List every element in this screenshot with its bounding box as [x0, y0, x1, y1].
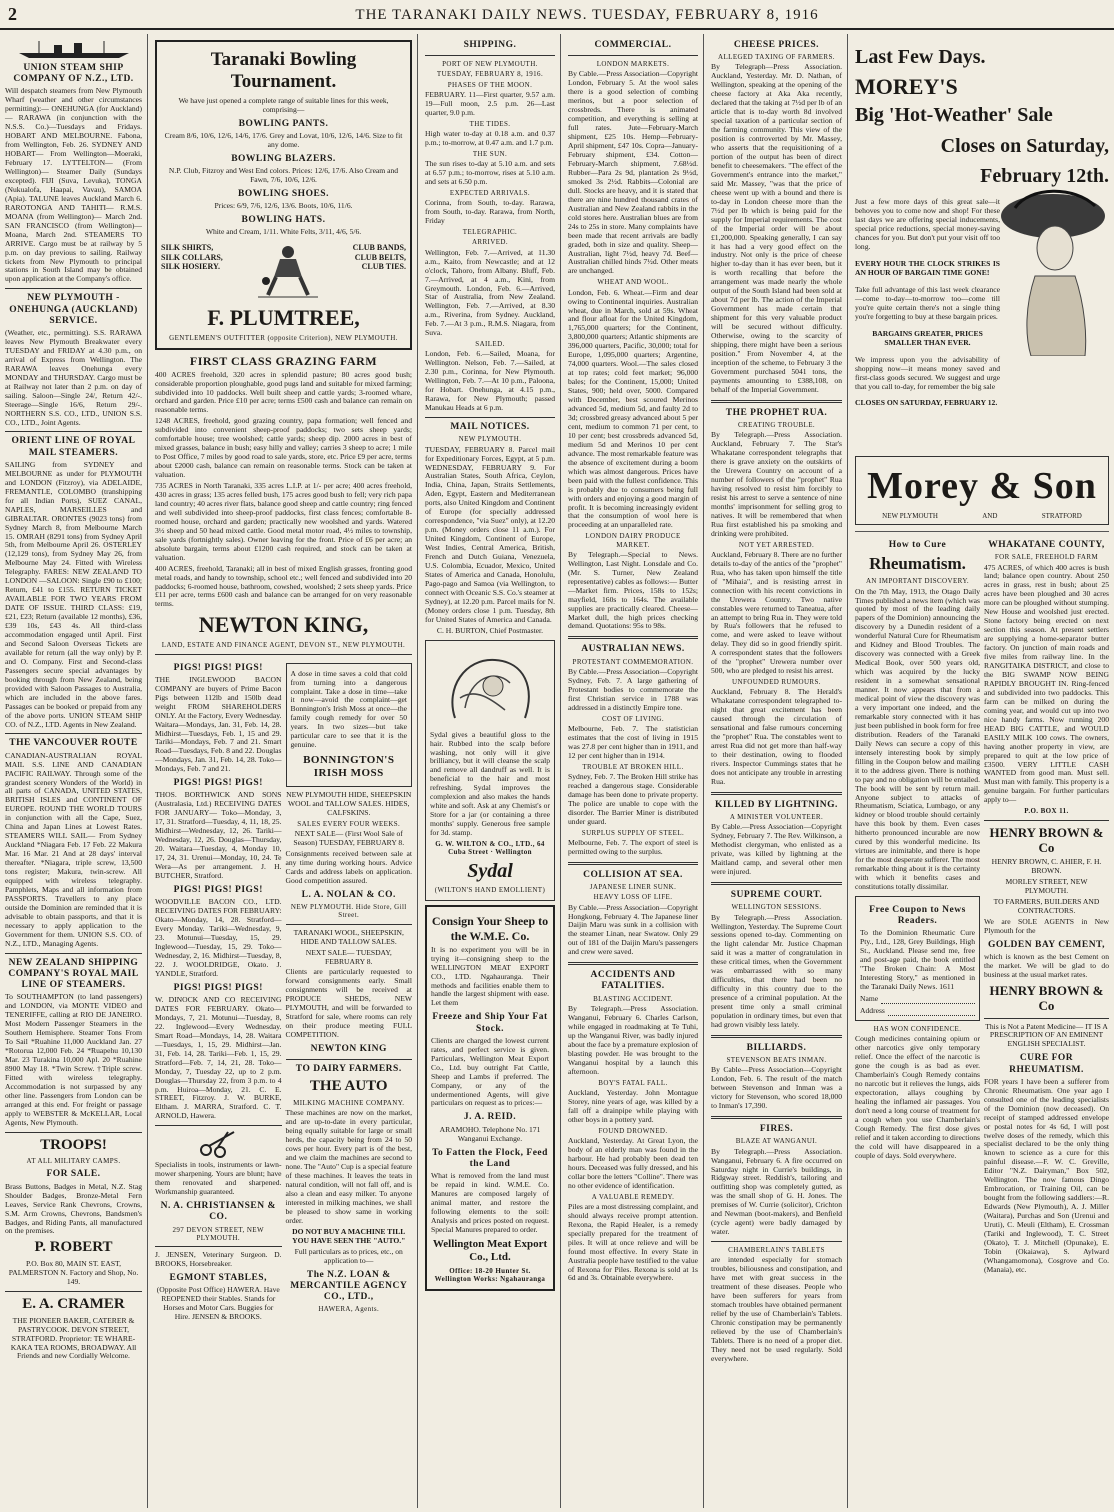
chamberlain-heading: CHAMBERLAIN'S TABLETS — [728, 1246, 825, 1255]
coupon-body: To the Dominion Rheumatic Cure Pty., Ltd., 128, Grey Buildings, High St., Auckland. Please send me, free and post-age paid, the book entitled "The Broken Chain: A Most Interesting Story," as mentioned in the Taranaki Daily News. 1611 — [860, 928, 975, 992]
troops-heading: TROOPS! — [40, 1136, 107, 1153]
sydal-agent: G. W. WILTON & CO., LTD., 64 Cuba Street · Wellington — [435, 840, 545, 857]
rheumatism-article — [855, 536, 980, 1277]
morey-para-4: BARGAINS GREATER, PRICES SMALLER THAN EVER. — [872, 328, 983, 347]
boy-heading: BOY'S FATAL FALL. — [598, 1078, 668, 1087]
sailed-body: London, Feb. 6.—Sailed, Moana, for Wellington. Nelson, Feb. 7.—Sailed, at 2.30 p.m., Corinna, for New Plymouth. Wellington, Feb. 7.—At 10 p.m., Paloona, for Hobart. Onehunga, at 4.15 p.m., Rarawa, for New Plymouth; passed Manukau Heads at 6 p.m. — [425, 349, 555, 413]
morey-para-1: Just a few more days of this great sale—it behoves you to come now and shop! For these last days we are offering special inducements, special price reductions, special money-saving chances for you. But don't put your visit off too long. — [855, 197, 1000, 252]
arrest-heading: NOT YET ARRESTED. — [738, 540, 815, 549]
sydal-name: Sydal — [467, 859, 513, 882]
reid-name: J. A. REID. — [463, 1112, 517, 1123]
volunteer-heading: A MINISTER VOLUNTEER. — [729, 813, 824, 822]
pigs-heading: PIGS! PIGS! PIGS! — [173, 885, 263, 896]
newton-sub: LAND, ESTATE AND FINANCE AGENT, DEVON ST., NEW PLYMOUTH. — [161, 641, 406, 650]
london-body: By Cable.—Press Association—Copyright London, February 5. At the wool sales there is a good selection of combing merinos, but a poor selection of crossbreds. There is animated competition, and everything is selling at full rates. Jute—February-March shipment, £25 10s. Hemp—February-April shipment, £47 10s. Copra—January-February shipment, £34. Cotton—February-March shipment, 7.68½d. Rubber—Para 2s 9d, plantation 2s 9½d, smoked 3s 2½d. Rabbits—Colonial are dull. Stocks are heavy, and it is stated that there are nine hundred thousand crates of Australian and New Zealand rabbits in the cold stores here. Australian blues are from 24s to 25s in store. Many complaints have been made that recent arrivals are badly graded, both in size and quality. Sheep—Australian, light 7½d, heavy 7d. Beef—Australian chilled hinds 7½d. Other meats are unchanged. — [568, 69, 698, 276]
farm-and-agents-ads — [984, 536, 1109, 1277]
cure-heading: CURE FOR RHEUMATISM. — [1009, 1053, 1084, 1075]
boy-body: Auckland, Yesterday. John Montague Storey, nine years of age, was killed by a fall off a drainpipe while playing with other boys in a pottery yard. — [568, 1087, 698, 1124]
remedy-heading: A VALUABLE REMEDY. — [591, 1192, 675, 1201]
henry-brown-partners: HENRY BROWN, C. AHIER, F. H. BROWN. — [991, 857, 1102, 876]
newton-name: NEWTON KING, — [198, 612, 369, 638]
volunteer-body: By Cable.—Press Association—Copyright Sydney, February 7. The Rev. Wilkinson, a Methodist clergyman, who enlisted as a private, was killed by lightning at the Maitland camp, and several other men were injured. — [711, 822, 842, 877]
forsale-body: Brass Buttons, Badges in Metal, N.Z. Stag Shoulder Badges, Bronze-Metal Fern Leaves, Service Rank Chevrons, Crowns, S.M. Arm Crowns, Chevrons, Bandsmen's Badges, and Riding Pants, all manufactured on the premises. — [5, 1181, 142, 1236]
rua-sub: CREATING TROUBLE. — [737, 420, 816, 429]
onehunga-heading: NEW PLYMOUTH - ONEHUNGA (AUCKLAND) SERVICE. — [9, 293, 138, 326]
shoes-text: Prices: 6/9, 7/6, 12/6, 13/6. Boots, 10/6, 11/6. — [214, 201, 353, 211]
drown-heading: FOUND DROWNED. — [598, 1126, 668, 1135]
pants-heading: BOWLING PANTS. — [238, 118, 329, 129]
christiansen-addr: 297 DEVON STREET, NEW PLYMOUTH. — [172, 1225, 264, 1242]
collision-heading: COLLISION AT SEA. — [583, 869, 683, 880]
cure-body: FOR years I have been a sufferer from Chronic Rheumatism. One year ago I consulted one of the leading specialists of the Dominion (now deceased). On receipt of stamped addressed envelope or postal notes for 4s 6d, I will post twelve doses of the remedy, which this specialist declared to be the only thing known to science as a cure for this painful disease.—F. W. C. Greville, Editor "N.Z. Dairyman," Box 502, Wellington. The now famous Dingo Embrocation, or Training Oil, can be bought from the following saddlers:—R. Edwards (New Plymouth), A. J. Miller (Waitara), Purchas and Son (Urenui and Uruti), C. Meuli (Eltham), E. Crossman (Tariki and Inglewood), T. C. Street (Okato), T. J. Mitchell (Opunake), E. Tobin (Okaiawa), S. Aylward (Whangamomona), Cosgrove and Co. (Manaia), etc. — [984, 1076, 1109, 1274]
christiansen-name: N. A. CHRISTIANSEN & CO. — [160, 1201, 276, 1223]
golden-bay-body: which is known as the best Cement on the market. We will be glad to do business at the usual market rates. — [984, 952, 1109, 979]
morey-line-2: MOREY'S — [855, 73, 958, 99]
auto-sub: MILKING MACHINE COMPANY. — [293, 1099, 405, 1108]
morey-sale-advert — [855, 36, 1109, 456]
steel-body: Melbourne, Feb. 7. The export of steel is permitted owing to the surplus. — [568, 837, 698, 856]
london-heading: LONDON MARKETS. — [596, 60, 670, 69]
cheese-body: By Telegraph—Press Association. Auckland, Yesterday. Mr. D. Nathan, of Wellington, speaking at the opening of the cheese factory at Aka Aka recently, declared that the taking at 7½d per lb of an article that is to-day worth 8d involved special taxation of a particular section of the farming community. This view of the position is controverted by Mr. Massey, who asserts that the requisitioning of a portion of the output has been of direct benefit to cheesemakers. "The effect of the Government's entrance into the market," said Mr. Massey, "was that the price of cheese went up with a bound and there is to-day in London cheese more than the 7½d per lb which is being paid for the supply for Imperial requirements. The cost of the Imperial order will be about £1,200,000. Speaking generally, I can say it has had a very good effect on the industry. Not only is the price of cheese higher to-day than it has ever been, but it is worth recalling that before the arrangement was made nearly the whole output of the South Island had been sold at about 7d per lb. The action of the Imperial Government has made certain that shipment for this very valuable product will be secured without difficulty. Otherwise, owing to the scarcity of shipping, there might have been a serious position." From November 4, at the inception of the scheme, to February 3 the Government purchased 5041 tons, the payments amounting to £388,108, on behalf of the Imperial Government. — [711, 62, 842, 394]
whakatane-heading: WHAKATANE COUNTY, — [988, 540, 1105, 551]
steamship-icon — [14, 39, 134, 59]
bonnington-body: A dose in time saves a cold that cold from turning into a dangerous complaint. Take a dose in time—take it now—avoid the complaint—get Bonnington's Irish Moss at once—the family cough remedy for over 50 years. In two sizes—but take particular care to see that it is the genuine. — [290, 668, 407, 750]
arrivals-body: Corinna, from South, to-day. Rarawa, from South, to-day. Rarawa, from North, Friday — [425, 198, 555, 226]
protestant-body: By Cable.—Press Association—Copyright Sydney, Feb. 7. A large gathering of Protestant bodies to commemorate the first Christian service in 1788 was addressed in a distinctly Empire tone. — [568, 666, 698, 712]
right-list-item: CLUB TIES. — [361, 262, 406, 272]
morey-line-1: Last Few Days. — [855, 46, 986, 68]
henry-brown-agents: We are SOLE AGENTS in New Plymouth for the — [984, 916, 1109, 935]
rua-heading: THE PROPHET RUA. — [725, 407, 828, 418]
masthead — [0, 0, 1114, 30]
coupon-box — [855, 896, 980, 1021]
commercial-heading: COMMERCIAL. — [594, 40, 672, 50]
hats-text: White and Cream, 1/11. White Felts, 3/11, 4/6, 5/6. — [205, 227, 362, 237]
mail-sub: NEW PLYMOUTH. — [458, 435, 522, 444]
morey-para-2: EVERY HOUR THE CLOCK STRIKES IS AN HOUR OF BARGAIN TIME GONE! — [855, 259, 1000, 277]
nolan-name: L. A. NOLAN & CO. — [301, 889, 396, 900]
confidence-body: Cough medicines containing opium or other narcotics give only temporary relief. Once the effect of the narcotic is gone the cough is as bad as ever. Chamberlain's Cough Remedy contains no narcotic but it relieves the lungs, aids expectoration, allays coughing by healing the inflamed air passages. You don't need a long course of treatment for a cough when you use Chamberlain's Cough Remedy. The first dose gives relief and it taken according to directions the cold will have disappeared in a couple of days. Sold everywhere. — [855, 1034, 980, 1160]
left-list-item: SILK HOSIERY. — [161, 262, 221, 272]
cramer-body: THE PIONEER BAKER, CATERER & PASTRYCOOK. DEVON STREET, STRATFORD. Proprietor: TE WHARE-KAKA TEA ROOMS, BROADWAY. All Friends and new Cordially Welcome. — [10, 1315, 137, 1361]
column-trade-ads — [150, 34, 418, 1508]
bowling-intro: We have just opened a complete range of suitable lines for this week, comprising— — [178, 95, 389, 114]
column-shipping-ads — [0, 34, 148, 1508]
morey-para-5: We impress upon you the advisability of shopping now—it means money saved and first-class goods secured. We suggest and urge that you call to-day, for remember the big sale — [855, 354, 1000, 391]
tides-body: High water to-day at 0.18 a.m. and 0.37 p.m.; to-morrow, at 0.47 a.m. and 1.7 p.m. — [425, 129, 555, 148]
steel-heading: SURPLUS SUPPLY OF STEEL. — [581, 828, 685, 837]
column-news — [706, 34, 848, 1508]
mail-sign: C. H. BURTON, Chief Postmaster. — [436, 625, 544, 635]
wme-addr: Office: 18-20 Hunter St. Wellington Works: Ngahauranga — [434, 1266, 546, 1283]
left-list-item: SILK SHIRTS, — [161, 243, 214, 253]
nolan-intro: NEW PLYMOUTH HIDE, SHEEPSKIN WOOL and TALLOW SALES. HIDES, CALFSKINS. — [286, 790, 412, 818]
drown-body: Auckland, Yesterday. At Great Lyon, the body of an elderly man was found in the harbour. He had probably been dead ten hours. Deceased was fully dressed, and his collar bore the letters "Colline". There was no other evidence of identification. — [568, 1135, 698, 1190]
morey-para-6: CLOSES ON SATURDAY, FEBRUARY 12. — [855, 398, 998, 408]
robert-name: P. ROBERT — [34, 1239, 113, 1256]
lady-with-hat-illustration-icon — [995, 186, 1105, 356]
tides-heading: THE TIDES. — [469, 119, 511, 128]
sun-body: The sun rises to-day at 5.10 a.m. and sets at 6.57 p.m.; to-morrow, rises at 5.10 a.m. and sets at 6.50 p.m. — [425, 159, 555, 187]
auto-warning: DO NOT BUY A MACHINE TILL YOU HAVE SEEN THE "AUTO." — [292, 1226, 406, 1245]
fires-heading: FIRES. — [759, 1124, 794, 1135]
sydal-body: Sydal gives a beautiful gloss to the hair. Rubbed into the scalp before washing, not only will it give brilliancy, but it will cleanse the scalp and remove all dandruff as well. It is beneficial to the hair and most refreshing. Sydal improves the complexion and also makes the hands white and soft. Ask at any Chemist's or Store for a jar (or containing a three months' supply. Generous free sample for 3d. stamp. — [430, 729, 550, 838]
sydal-tag: (WILTON'S HAND EMOLLIENT) — [434, 886, 546, 895]
wme-name: Wellington Meat Export Co., Ltd. — [432, 1237, 548, 1263]
moon-heading: PHASES OF THE MOON. — [447, 80, 533, 89]
consign-heading: Consign Your Sheep to the W.M.E. Co. — [431, 914, 549, 943]
right-list-item: CLUB BELTS, — [354, 252, 406, 262]
wheat-body: London, Feb. 6. Wheat.—Firm and dear owing to Continental inquiries. Australian wheat, due in March, sold at 59s. Wheat and flour afloat for the United Kingdom, 1,765,000 quarters; for the Continent, 3,800,000 quarters; Atlantic shipments are 396,000 quarters, Pacific, 30,000; total for Europe, 1,095,000 quarters; Argentine, 74,000 quarters. Wool.—The sales closed at top rates; cold feet market; 96,000 bales; for the Continent, 15,000; United States, 900; held over, 5000. Compared with December, best scoured Merinos advanced 5d, medium 5d, and faulty 2d to 3d; crossbred greasy advanced about 5 per cent, medium to common 71 per cent, to 10 per cent; best crossbreds advanced 5d, medium 5d and Merinos 10 per cent advance. The most remarkable feature was the absence of excitement during a boom which was almost dangerous. Prices have been paid with the fullest confidence. This is probably due to consumers being full with orders and enjoying a good margin of profit. It is becoming increasingly evident that the consumption of wool here is proceeding at an unparalleled rate. — [568, 287, 698, 530]
japan-body: By Cable.—Press Association—Copyright Hongkong, February 4. The Japanese liner Daijin Maru was sunk in a collision with the steamer Linan, near Swatow. Only 29 out of 181 of the Daijin Maru's passengers and crew were saved. — [568, 902, 698, 957]
robert-body: P.O. Box 80, MAIN ST. EAST, PALMERSTON N. Factory and Shop, No. 149. — [8, 1259, 139, 1286]
nolan-frequency: SALES EVERY FOUR WEEKS. — [297, 819, 401, 828]
rumours-body: Auckland, February 8. The Herald's Whakatane correspondent telegraphed to-night that great excitement has been caused through the circulation of sensational and false rumours concerning the "prophet" Rua. The constables went to arrest Rua did not get more than half-way to their destination, owing to flooded rivers. Inspector Cummings states that he does not anticipate any trouble in arresting Rua. — [711, 687, 842, 786]
living-heading: COST OF LIVING. — [601, 714, 665, 723]
left-ads — [155, 659, 282, 1324]
column-shipping-news — [420, 34, 561, 1508]
reid-addr: ARAMOHO. Telephone No. 171 Wanganui Exchange. — [439, 1124, 541, 1143]
shipping-heading: SHIPPING. — [463, 40, 517, 50]
blast-body: By Telegraph.—Press Association. Wanganui, February 6. Charles Carlson, while engaged in roadmaking at Te Tuhi, up the Wanganui River, was badly injured about the face by a premature explosion of blasting powder. He was brought to the Wanganui hospital by a launch this afternoon. — [568, 1003, 698, 1076]
confidence-heading: HAS WON CONFIDENCE. — [873, 1024, 962, 1033]
dairy-heading: LONDON DAIRY PRODUCE MARKET. — [585, 532, 681, 549]
shoes-heading: BOWLING SHOES. — [238, 188, 329, 199]
telegraphic-heading: TELEGRAPHIC. — [462, 228, 518, 237]
forsale-heading: FOR SALE. — [46, 1169, 101, 1180]
whakatane-sub: FOR SALE, FREEHOLD FARM — [994, 553, 1099, 562]
golden-bay-cement: GOLDEN BAY CEMENT, — [987, 939, 1106, 950]
mail-body: TUESDAY, FEBRUARY 8. Parcel mail for Expeditionary Forces, Egypt, at 5 p.m. WEDNESDAY, FEBRUARY 9. For Australian States, South Africa, Ceylon, India, China, Japan, Straits Settlements, Aden, Egypt, Eastern and Mediterranean ports, also United Kingdom and Continent of Europe (for specially addressed correspondence, "via Suez" only), at 12.20 p.m. (Money orders close 11 a.m.). For United Kingdom, Continent of Europe, West Indies, Central America, British, French and Dutch Guiana, Venezuela, U.S. Colombia, Ecuador, Mexico, United States of America and Canada, Honolulu, Pago-pago and Samoa (via Wellington, to connect with Oceanic S.S. Co.'s steamer at Sydney), at 12.20 p.m. Parcel mails for N. (Money orders close 1 p.m. Tuesday, 8th for United States of America and Canada. — [425, 444, 555, 624]
court-heading: SUPREME COURT. — [730, 890, 823, 901]
union-body: Will despatch steamers from New Plymouth Wharf (weather and other circumstances permitting):— ONEHUNGA (for Auckland)— RARAWA (in conjunction with the N.S.S. Co.)—Tuesdays and Fridays. HOBART AND MELBOURNE. Fabona, from Wellington, Feb. 26. SYDNEY AND HOBART— From Wellington—Moeraki, February 17. LYTTELTON— (From Wellington)— Steamer Daily (Sundays excepted). FIJI (Suva, Levuka), TONGA (Nukualofa, Haapai, Vavau), SAMOA (Apia). TALUNE leaves Auckland March 6. RAROTONGA AND TAHITI— R.M.S. MOANA (from Wellington)— March 2nd. SAN FRANCISCO (from Wellington)— Moana, March 2nd. STEAMERS TO ARRIVE. Cargo must be at railway by 5 p.m. on day previous to sailing. Railway tickets from New Plymouth to principal stations in South Island may be obtained upon application at the Company's office. — [5, 86, 142, 284]
right-list-item: CLUB BANDS, — [352, 243, 406, 253]
egmont-heading: EGMONT STABLES, — [169, 1272, 267, 1283]
farm-listing: 400 ACRES, freehold, Taranaki; all in best of mixed English grasses, fronting good metal roads, and handy to township, school etc.; well fenced and subdivided into 20 paddocks; 6-roomed house, bathroom, cowshed, woolshed; 2 sets sheep yards. Price £11 per acre, terms £600 cash and balance can be arranged for on very reasonable terms. — [155, 563, 412, 609]
consign-body: It is no experiment you will be in trying it—consigning sheep to the WELLINGTON MEAT EXPORT CO., LTD. Ngahauranga. Their methods and facilities enable them to handle the largest shipment with ease. Let them — [431, 944, 549, 1008]
mail-heading: MAIL NOTICES. — [450, 422, 530, 433]
column-commercial — [563, 34, 704, 1508]
pigs-heading: PIGS! PIGS! PIGS! — [173, 662, 263, 673]
bowling-title: Taranaki Bowling Tournament. — [210, 49, 357, 93]
nzloan-addr: HAWERA, Agents. — [318, 1305, 380, 1314]
sydal-advert — [425, 640, 555, 902]
union-heading: UNION STEAM SHIP COMPANY OF N.Z., LTD. — [13, 63, 134, 85]
billiards-body: By Cable—Press Association—Copyright London, Feb. 6. The result of the match between Stevenson and Inman was a victory for Stevenson, who scored 18,000 to Inman's 17,390. — [711, 1065, 842, 1111]
morey-location-2: STRATFORD — [1041, 511, 1082, 520]
shaw-body: To SOUTHAMPTON (to land passengers) and LONDON, via MONTE VIDEO and TENERIFFE, calling at RIO DE JANEIRO. Most Modern Passenger Steamers in the Southern Hemisphere. Steamer Tons From To Sail *Ruahine 11,000 Auckland Jan. 27 *Rotorua 12,000 Feb. 24 *Ruapehu 10,130 Mar. 23 Turakina 10,000 Apl. 20 *Ruahine 8900 May 18. *Twin Screw. †Triple screw. Fitted with wireless telegraphy. Accommodation is not surpassed by any other line. Passengers from London can be arranged at this end. For freight or passage apply to WEBSTER & McKELLAR, Local Agents, New Plymouth. — [5, 992, 142, 1127]
taranaki-name: NEWTON KING — [310, 1044, 387, 1055]
sessions-body: By Telegraph.—Press Association. Wellington, Yesterday. The Supreme Court sessions opened to-day. Commenting on the light calendar Mr. Justice Chapman said it was a matter of congratulation in these critical times, when the Government was embarrassed with so many difficulties, that there had been no difficulty in this country due to the presence of a criminal population. At the present time only a small criminal population in ordinary times, but even that had grown visibly less lately. — [711, 912, 842, 1029]
whakatane-body: 475 ACRES, of which 400 acres is bush land; balance open country. About 250 acres in grass, rest in bush; about 25 acres have been ploughed and 30 acres more can be ploughed without stumping. New House and woolshed just erected. Stone factory being erected on next section this season. At present settlers are supplying a home-separator butter factory. On junction of main roads and five miles from railway line. In the RANGITAIKA DISTRICT, and close to the BIG SWAMP NOW BEING RAPIDLY BROUGHT IN. Ring-fenced and subdivided into two paddocks. This farm can be milked on during the coming year, and would cut up into two nice handy farms. Now running 200 HEAD BIG CATTLE, and WOULD EASILY MILK 100 cows. The owners, having another property in view, are prepared to quit at the low price of £3500. VERY LITTLE CASH WANTED from good man. Must sell. Must man with family. This property is a genuine bargain. For further particulars apply to— — [984, 562, 1109, 805]
lightning-heading: KILLED BY LIGHTNING. — [715, 799, 838, 810]
onehunga-body: (Weather, etc., permitting). S.S. RARAWA leaves New Plymouth Breakwater every TUESDAY and FRIDAY at 4.30 p.m., on arrival of Express from Wellington. The RARAWA leaves Onehunga every MONDAY and THURSDAY. Cargo must be at Railway not later than 2 p.m. on day of sailing. Saloon—Single 24/, Return 42/-. Steerage—Single 16/6, Return 29/-. NORTHERN S.S. CO., LTD., UNION S.S. CO., LTD., Joint Agents. — [5, 327, 142, 427]
rheumatism-title: Rheumatism. — [869, 554, 966, 574]
pigs-inglewood: THE INGLEWOOD BACON COMPANY are buyers of Prime Bacon Pigs between 112lb and 150lb dead weight FROM SHAREHOLDERS ONLY. At the Factory, Every Wednesday. Waitara—Mondays, Jan. 31, Feb. 14, 28. Midhirst—Tuesdays, Feb. 1, 15 and 29. Tariki—Mondays, Feb. 7 and 21. Smart Road—Tuesdays, Feb. 8 and 22. Douglas—Mondays, Jan. 31, Feb. 14, 28. Toko—Mondays, Feb. 7 and 21. — [155, 674, 282, 774]
left-list-item: SILK COLLARS, — [161, 252, 223, 262]
protestant-heading: PROTESTANT COMMEMORATION. — [572, 657, 694, 666]
bonnington-advert — [286, 663, 413, 788]
column-morey-ads — [850, 34, 1114, 1508]
rheumatism-heading: How to Cure — [888, 540, 947, 551]
cheese-heading: CHEESE PRICES. — [733, 40, 820, 50]
christiansen-body: Specialists in tools, instruments or lawn-mower sharpening. Yours are blunt; have them renovated and sharpened. Workmanship guaranteed. — [155, 1160, 282, 1197]
rumours-heading: UNFOUNDED RUMOURS. — [732, 678, 821, 687]
whakatane-box: P.O. BOX 11. — [1024, 807, 1069, 816]
billiards-sub: STEVENSON BEATS INMAN. — [726, 1056, 827, 1065]
rua-body: By Telegraph.—Press Association. Auckland, February 7. The Star's Whakatane correspondent telegraphs that there is grave anxiety on the outskirts of the Urewera Country on account of a number of followers of the "prophet" Rua having resolved to resist him forcibly to resist his arrest to serve a sentence of nine months' imprisonment for selling grog to natives. It will be remembered that when Rua first established his pa smoking and drinking were prohibited. — [711, 430, 842, 538]
wme-advert — [425, 905, 555, 1291]
farm-listing: 1248 ACRES, freehold, good grazing country, papa formation; well fenced and subdivided into convenient sheep-proof paddocks; two sets sheep yards; comfortable house; tree woolshed; cattle yards; sheep dip. 2000 acres in best of mixed grasses, balance in bush; easy hilly and valley; carries 3 sheep to acre; 1 mile to Post Office, 7 miles by good road to sale yards, store, etc. Price £9 per acre, terms about £2000 cash, balance can remain on reasonable terms. Stock can be taken at valuation. — [155, 416, 412, 480]
pigs-woodville: WOODVILLE BACON CO., LTD. RECEIVING DATES FOR FEBRUARY: Okato—Monday, 14, 28. Stratford—Every Monday. Tariki—Wednesday, 9, 23. Motunui—Tuesday, 15, 29. Inglewood—Tuesday, 15, 29. Toko—Wednesday, 2, 16. Midhirst—Tuesday, 8, 22. J. WOOLDRIDGE, Okato. J. YANDLE, Stratford. — [155, 897, 282, 978]
morey-location-1: NEW PLYMOUTH — [882, 511, 938, 520]
pigs-borthwick: THOS. BORTHWICK AND SONS (Australasia, Ltd.) RECEIVING DATES FOR JANUARY— Toko—Monday, 3, 17, 31. Stratford—Tuesday, 4, 11, 18, 25. Midhirst—Wednesday, 12, 26. Tariki—Wednesday, 12, 26. Douglas—Thursday, 20. Waitara—Tuesday, 4, Monday 10, 17, 24, 31. Urenui—Monday, 10, 24. Te Wera—As per arrangement. J. H. BUTCHER, Stratford. — [155, 790, 282, 881]
farm-heading: FIRST CLASS GRAZING FARM — [189, 354, 378, 369]
moon-body: FEBRUARY. 11—First quarter, 9.57 a.m. 19—Full moon, 2.5 p.m. 26—Last quarter, 9.0 p.m. — [425, 89, 555, 117]
henry-brown-name: HENRY BROWN & Co — [989, 824, 1104, 855]
morey-line-3: Big 'Hot-Weather' Sale — [855, 103, 1053, 126]
coupon-name-line[interactable] — [881, 995, 975, 1004]
arrivals-heading: EXPECTED ARRIVALS. — [449, 189, 531, 198]
nzloan-name: The N.Z. LOAN & MERCANTILE AGENCY CO., LTD., — [290, 1269, 408, 1303]
arrived-heading: ARRIVED. — [471, 238, 509, 247]
fatten-body: What is removed from the land must be repaid in kind. W.M.E. Co. Manures are composed largely of animal matter, and restore the following elements to the soil: Analysis and prices posted on request. Special Manures prepared to order. — [431, 1170, 549, 1234]
blazers-text: N.P. Club, Fitzroy and West End colors. Prices: 12/6, 17/6. Also Cream and Fawn, 7/6, 10/6, 12/6. — [168, 166, 399, 184]
orient-body: SAILING from SYDNEY and MELBOURNE as under for PLYMOUTH and LONDON (Fitzroy), via ADELAIDE, FREMANTLE, COLOMBO (transhipping for all Indian Ports), SUEZ CANAL, NAPLES, MARSEILLES and GIBRALTAR. ORONTES (9023 tons) from Sydney March 8, from Melbourne March 15. OMRAH (8291 tons) from Sydney April 5th, from Melbourne April 26. OSTERLEY (12,129 tons), from Sydney May 26, from Melbourne May 24. Fitted with Wireless Telegraphy. FARES: NEW ZEALAND TO LONDON —SALOON: Single £90 to £100; Return, £41 to £155. RETURN TICKET AVAILABLE FOR TWO YEARS FROM DATE OF ISSUE. THIRD CLASS: £19, £21, £23; Return (available 12 months), £36, £39 10s, £43 4s. All third-class accommodation engaged until April. First and Second Saloon Overseas Tickets are available for return (all the way only) by P. and O. Company. First and Second-class Passengers secure special advantages by booking through from New Zealand, being provided with Saloon Passages to Australia, which are included in the above fares. Passages can be booked or prepaid from any of the above ports. UNION STEAM SHIP CO. of N.Z., LTD. Agents in New Zealand. — [5, 459, 142, 729]
coupon-heading: Free Coupon to News Readers. — [869, 904, 966, 927]
bonnington-name: BONNINGTON'S IRISH MOSS — [303, 754, 395, 780]
bowler-illustration-icon — [258, 243, 318, 299]
nolan-next-sale: NEXT SALE— (First Wool Sale of Season) TUESDAY, FEBRUARY 8. — [293, 829, 405, 848]
pigs-dinock: W. DINOCK AND CO RECEIVING DATES FOR FEBRUARY. Okato—Mondays, 7, 21. Motunui—Tuesday, 8, 22. Inglewood—Every Wednesday. Smart Road—Mondays, 14, 28. Waitara—Tuesdays, 1, 15, 29. Midhirst—Jan. 31, Feb. 14, 28. Tariki—Feb. 1, 15, 29. Stratford—Feb. 7, 14, 21, 28. Toko—Monday, 7, Tuesday 22, up to 2 p.m. Douglas—Thursday 22, from 3 p.m. to 4 p.m. Huiroa—Monday, 21. C. E. STREET, Fitzroy. J. W. BURKE, Eltham. J. MARRA, Stratford. C. T. ARNOLD, Hawera. — [155, 995, 282, 1121]
wheat-heading: WHEAT AND WOOL. — [597, 278, 669, 287]
coupon-address-label: Address — [860, 1006, 885, 1016]
morey-line-5: February 12th. — [980, 164, 1109, 187]
frozen-heading: Freeze and Ship Your Fat Stock. — [432, 1012, 548, 1034]
port-date: TUESDAY, FEBRUARY 8, 1916. — [436, 70, 544, 79]
henry-brown-name-2: HENRY BROWN & Co — [989, 982, 1104, 1014]
pigs-heading: PIGS! PIGS! PIGS! — [173, 778, 263, 789]
plumtree-name: F. PLUMTREE, — [207, 305, 360, 331]
broken-body: Sydney, Feb. 7. The Broken Hill strike has reached a dangerous stage. Considerable damage has been done to private property. The police are unable to cope with the disorder. The Barrier Miner is distributed under guard. — [568, 771, 698, 826]
cure-intro: This is Not a Patent Medicine— IT IS A PRESCRIPTION OF AN EMINENT ENGLISH SPECIALIST. — [985, 1021, 1108, 1049]
lower-ads — [155, 659, 412, 1324]
taranaki-next-sale: NEXT SALE— TUESDAY, FEBRUARY 8. — [305, 947, 392, 966]
pants-text: Cream 8/6, 10/6, 12/6, 14/6, 17/6. Grey and Lovat, 10/6, 12/6, 14/6. Size to fit any dome. — [164, 130, 403, 149]
farm-listing: 735 ACRES in North Taranaki, 335 acres L.I.P. at 1/- per acre; 400 acres freehold, 430 acres in grass; 135 acres felled bush, 175 acres good bush to fell; very rich papa land country; 40 acres river flats, balance good sheep and cattle country; ring fenced and well subdivided into sheep-proof paddocks, first class fences; comfortable 8-roomed house, orchard and garden; practically new woolshed and yards. Watered 3½ sheep and 50 head mixed cattle. Good metal motor road, 4½ miles to township, sale yards (fortnightly sales). Owner leaving for the front. Price of £6 per acre; an absolute bargain, terms about £1200 cash required, and stock can be taken at valuation. — [155, 481, 412, 562]
living-body: Melbourne, Feb. 7. The statistician estimates that the cost of living in 1915 was 27.8 per cent higher than in 1911, and 12 per cent higher than in 1914. — [568, 723, 698, 760]
taranaki-body: Clients are particularly requested to forward consignments early. Small consignments will be received at PRODUCE SHEDS, NEW PLYMOUTH, and will be forwarded to Stratford for sale, where rooms can rely on their produce meeting FULL COMPETITION. — [285, 967, 412, 1040]
coupon-address-line[interactable] — [888, 1007, 975, 1016]
sun-heading: THE SUN. — [472, 149, 508, 158]
newspaper-title: THE TARANAKI DAILY NEWS. TUESDAY, FEBRUARY 8, 1916 — [355, 7, 819, 24]
auto-body: These machines are now on the market, and are up-to-date in every particular, being equally suitable for large or small herds, the capacity being from 24 to 50 cows per hour. Every part is of the best, and we claim the machines are second to none. The "Auto" Cup is a special feature of these machines. It leaves the teats in natural condition, will not fall off, and is also a clean and easy milker. To anyone interested in milking machines, we shall be pleased to show same in working order. — [285, 1108, 412, 1225]
cheese-sub: ALLEGED TAXING OF FARMERS. — [718, 53, 835, 62]
pigs-heading: PIGS! PIGS! PIGS! — [173, 982, 263, 993]
hats-heading: BOWLING HATS. — [241, 215, 326, 226]
taranaki-sales-intro: TARANAKI WOOL, SHEEPSKIN, HIDE AND TALLOW SALES. — [293, 927, 404, 946]
plumtree-sub: GENTLEMEN'S OUTFITTER (opposite Criterion), NEW PLYMOUTH. — [169, 334, 398, 343]
auto-heading: THE AUTO — [309, 1078, 388, 1095]
morey-line-4: Closes on Saturday, — [940, 135, 1109, 158]
chamberlain-body: are intended especially for stomach troubles, biliousness and constipation, and have met with great success in the treatment of these diseases. People who have been sufferers for years from stomach troubles have obtained permanent relief by the use of Chamberlain's Tablets. Chronic constipation may be permanently relieved by the use of Chamberlain's Tablets. There is no need of a proper diet. They need not be used regularly. Sold everywhere. — [711, 1255, 842, 1363]
blast-heading: BLASTING ACCIDENT. — [593, 994, 673, 1003]
morey-location-and: AND — [982, 511, 998, 520]
sessions-heading: WELLINGTON SESSIONS. — [731, 903, 822, 912]
troops-sub: AT ALL MILITARY CAMPS. — [26, 1157, 121, 1166]
arrest-body: Auckland, February 8. There are no further details to-day of the antics of the "prophet" Rua, who has taken upon himself the title of "Mihaia", and is resisting arrest in connection with his recent convictions in the Urewera Country. Two native constables were returned to Taneatua, after an attempt to bring Rua in. They were told by Rua's followers that he refused to come, and were asked to leave without delay. They did so in good friendly spirit. A correspondent states that the followers of the "prophet" Urewera number over 500, who are pledged to resist his arrest. — [711, 549, 843, 676]
right-ads — [286, 659, 413, 1324]
japan-sub: HEAVY LOSS OF LIFE. — [593, 893, 673, 902]
blaze-body: By Telegraph.—Press Association. Wanganui, February 6. A fire occurred on Saturday night in Currie's buildings, in Ridgway street. Reddish's, tailoring and outfitting shop was completely gutted, as was the small shop of G. H. Jones. The premises of W. Currie (solicitor), Crichton and Newman (boot-makers), and Benfield (cycle agent) were badly damaged by water. — [711, 1146, 842, 1237]
fatten-heading: To Fatten the Flock, Feed the Land — [432, 1147, 548, 1169]
cramer-name: E. A. CRAMER — [22, 1295, 125, 1312]
henry-brown-trade: TO FARMERS, BUILDERS AND CONTRACTORS. — [993, 896, 1100, 915]
frozen-body: Clients are charged the lowest current rates, and perfect service is given. Particulars, Wellington Meat Export Co., Ltd. buy outright Fat Cattle, Sheep and Lambs if preferred. The Company, or any of the undermentioned Agents, will give particulars on request as to prices:— — [431, 1035, 549, 1108]
japan-heading: JAPANESE LINER SUNK. — [589, 883, 677, 892]
remedy-body: Piles are a most distressing complaint, and should always receive prompt attention. Rexona, the Rapid Healer, is a remedy specially prepared for the treatment of piles. It will at once relieve and will be found most effective. In every State in Australia people have testified to the value of Rexona for Piles. Rexona is sold at 1s 6d and 3s. Obtainable everywhere. — [568, 1201, 698, 1283]
lower-right-ads — [855, 531, 1109, 1277]
vancouver-body: CANADIAN-AUSTRALIAN ROYAL MAIL S.S. LINE AND CANADIAN PACIFIC RAILWAY. Through some of the grandest scenery Wonders of the World) in all parts of CANADA, UNITED STATES, BRITISH ISLES and CONTINENT OF EUROPE. ROUND THE WORLD TOURS in conjunction with all the Cape, Suez, China and Japan Lines at Lowest Rates. STEAMERS WILL SAIL— From Sydney Auckland *Niagara Feb. 17 Feb. 22 Makura Mar. 16 Mar. 21 And at 28 days' interval thereafter. *Niagara, triple screw, 13,500 tons register; Makura, twin-screw. All equipped with wireless telegraphy. Pamphlets, Maps and all information from PASSPORTS. Travellers to any place outside the Dominion are reminded that it is advisable to obtain passports, and that it is necessary to apply application to the Government for them. UNION S.S. CO. of N.Z., LTD., Managing Agents. — [5, 750, 142, 948]
billiards-heading: BILLIARDS. — [746, 1042, 807, 1053]
scissors-icon — [198, 1130, 238, 1158]
blaze-heading: BLAZE AT WANGANUI. — [735, 1137, 818, 1146]
egmont-names: J. JENSEN, Veterinary Surgeon. D. BROOKS, Horsebreaker. — [155, 1250, 282, 1269]
rheumatism-sub: AN IMPORTANT DISCOVERY. — [865, 577, 970, 586]
coupon-name-label: Name — [860, 994, 879, 1004]
sailed-heading: SAILED. — [475, 340, 505, 349]
vancouver-heading: THE VANCOUVER ROUTE — [9, 738, 138, 749]
australian-heading: AUSTRALIAN NEWS. — [581, 644, 685, 655]
rheumatism-body: On the 7th May, 1913, the Otago Daily Times published a news item (which was quoted by most of the leading daily papers of the Dominion) announcing the discovery by a Dunedin resident of a wonderful Natural Cure for Rheumatism and Kidney and Blood Troubles. The discovery was connected with a Greek Medical Book, over 500 years old, which was acquired by the lucky resident in a somewhat sensational manner. It now appears that from a medical point of view the discovery was a very important one indeed, and the remarkable story connected with it has just been published in book form for free distribution. Readers of the Taranaki Daily News can secure a copy of this intensely interesting book by simply filling in the Coupon below and mailing it to the address given. There is nothing to pay and no obligation will be entailed. The book will be sent by return mail. Anyone subject to attacks of Rheumatism, Sciatica, Lumbago, or any kidney or blood trouble should certainly have this book by them. Even cases hitherto pronounced incurable are now cured by this wonderful medicine. Its virtues are inimitable, and there is hope for the most desperate sufferer. The most remarkable thing about it is the certainty with which it benefits cases and constitutions totally dissimilar. — [855, 586, 981, 892]
outfit-lists — [161, 243, 406, 299]
woman-hair-illustration-icon — [435, 648, 545, 728]
dairy-farmers-heading: TO DAIRY FARMERS. — [295, 1064, 402, 1075]
morey-para-3: Take full advantage of this last week clearance—come to-day—to-morrow too—come till you're quite certain there's not a single thing you're forgetting to buy at these bargain prices. — [855, 284, 1000, 321]
orient-heading: ORIENT LINE OF ROYAL MAIL STEAMERS. — [11, 436, 136, 458]
henry-brown-addr: MORLEY STREET, NEW PLYMOUTH. — [1005, 877, 1088, 896]
farm-listing: 400 ACRES freehold, 320 acres in splendid pasture; 80 acres good bush; considerable proportion ploughable, good pugs land and suitable for mixed farming; subdivided into 10 paddocks. Well built sheep and cattle yards; 3-roomed whare, orchard and garden. Price £10 per acre; terms £500 cash and balance can remain on reasonable terms. — [155, 369, 412, 415]
nolan-body: Consignments received between sale at any time during working hours. Advice Cards and address labels on application. Good competition assured. — [285, 849, 412, 885]
accidents-heading: ACCIDENTS AND FATALITIES. — [590, 970, 676, 992]
bowling-advert — [155, 40, 412, 350]
nolan-addr: NEW PLYMOUTH. Hide Store, Gill Street. — [290, 903, 407, 920]
broken-heading: TROUBLE AT BROKEN HILL. — [582, 762, 684, 771]
egmont-body: (Opposite Post Office) HAWERA. Have REOPENED their Stables. Stands for Horses and Motor Cars. Buggies for Hire. JENSEN & BROOKS. — [156, 1285, 280, 1322]
dairy-body: By Telegraph.—Special to News. Wellington, Last Night. Lonsdale and Co. (Mr. S. Turner, New Zealand representative) cables as follows:— Butter—Market firm. Prices, 158s to 152s; mayfield, 160s to 164s. The available supplies are practically cleared. Cheese—Market dull, the high prices checking demand. Quotations: 95s to 98s. — [568, 549, 698, 631]
morey-logo: Morey & Son — [867, 465, 1097, 507]
shaw-heading: NEW ZEALAND SHIPPING COMPANY'S ROYAL MAIL LINE OF STEAMERS. — [8, 957, 139, 991]
port-heading: PORT OF NEW PLYMOUTH. — [442, 60, 538, 69]
arrived-body: Wellington, Feb. 7.—Arrived, at 11.30 a.m., Kaito, from Newcastle; and at 12 o'clock, Tahoro, from Albany. Bluff, Feb. 7.—Arrived, at 4 a.m., Kini, from Greymouth. London, Feb. 6.—Arrived, Star of Australia, from New Zealand. Wellington, Feb. 7.—Arrived, at 8.30 a.m., Riverina, from Sydney. Auckland, Feb. 7.—At 3 p.m., R.M.S. Niagara, from Suva. — [425, 247, 555, 338]
page-number: 2 — [8, 3, 17, 24]
blazers-heading: BOWLING BLAZERS. — [231, 153, 336, 164]
auto-full: Full particulars as to prices, etc., on application to— — [294, 1246, 403, 1265]
